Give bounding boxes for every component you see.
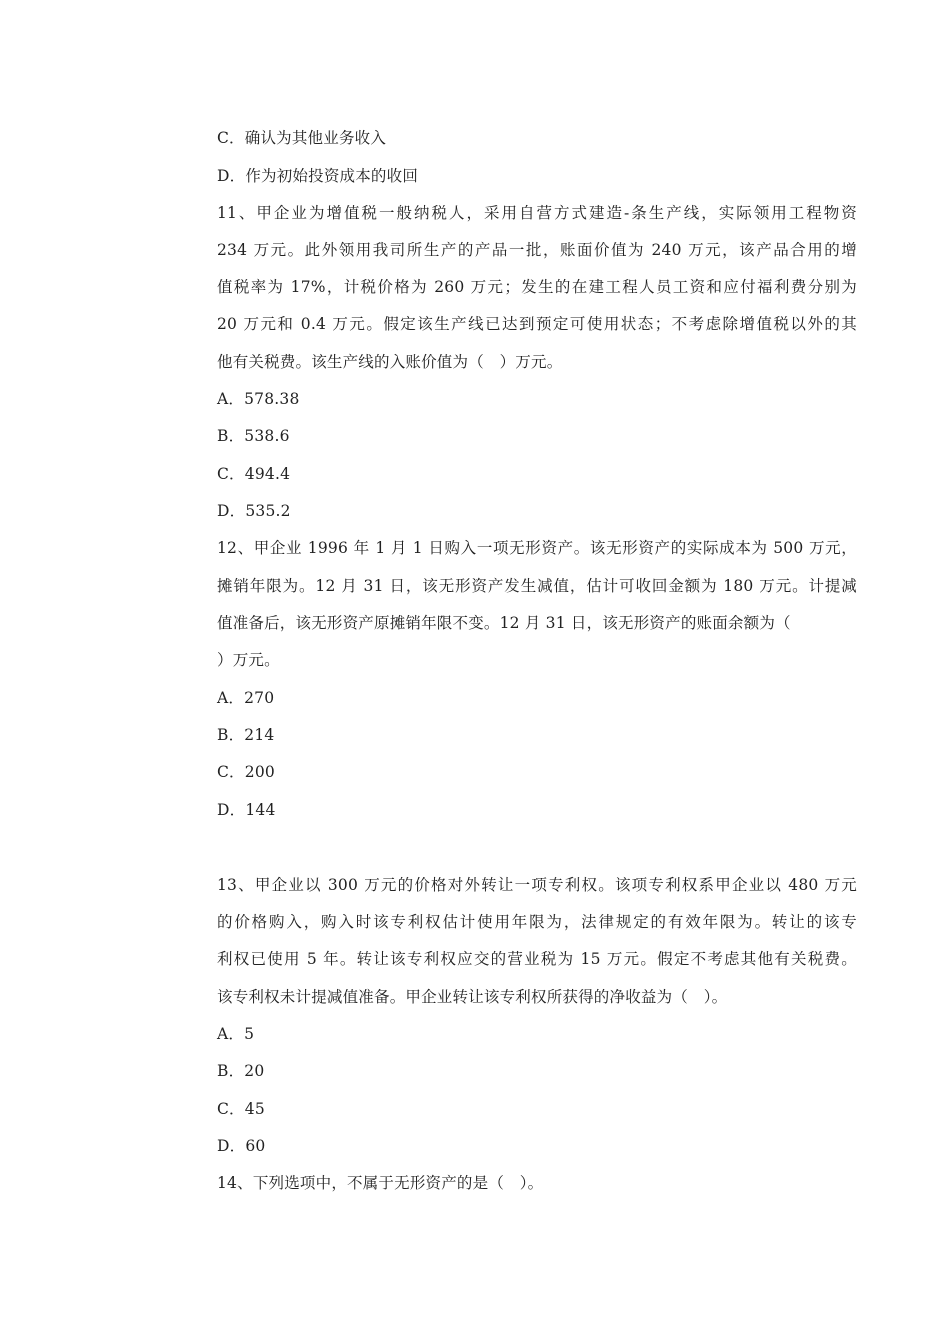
option-c-q11: C．494.4 xyxy=(217,465,291,483)
question-13-line-1: 13、甲企业以 300 万元的价格对外转让一项专利权。该项专利权系甲企业以 480 万元 xyxy=(217,876,857,894)
option-b-q12: B．214 xyxy=(217,726,275,744)
question-11-line-2: 234 万元。此外领用我司所生产的产品一批，账面价值为 240 万元，该产品合用的增 xyxy=(217,241,857,259)
option-a-q12: A．270 xyxy=(217,689,275,707)
question-13-line-2: 的价格购入，购入时该专利权估计使用年限为，法律规定的有效年限为。转让的该专 xyxy=(217,913,857,931)
option-a-q13: A．5 xyxy=(217,1025,255,1043)
option-d-q13: D．60 xyxy=(217,1137,266,1155)
question-12-line-1: 12、甲企业 1996 年 1 月 1 日购入一项无形资产。该无形资产的实际成本为 500 万元， xyxy=(217,539,857,557)
option-a-q11: A．578.38 xyxy=(217,390,300,408)
question-14-line-1: 14、下列选项中，不属于无形资产的是（ ）。 xyxy=(217,1174,544,1192)
question-12-line-4: ）万元。 xyxy=(217,651,280,669)
option-c-q12: C．200 xyxy=(217,763,275,781)
option-c-q10: C．确认为其他业务收入 xyxy=(217,129,387,147)
option-b-q13: B．20 xyxy=(217,1062,265,1080)
question-12-line-3: 值准备后，该无形资产原摊销年限不变。12 月 31 日，该无形资产的账面余额为（ xyxy=(217,614,791,632)
option-d-q12: D．144 xyxy=(217,801,276,819)
question-11-line-4: 20 万元和 0.4 万元。假定该生产线已达到预定可使用状态；不考虑除增值税以外的其 xyxy=(217,315,857,333)
question-11-line-5: 他有关税费。该生产线的入账价值为（ ）万元。 xyxy=(217,353,563,371)
question-11-line-3: 值税率为 17%，计税价格为 260 万元；发生的在建工程人员工资和应付福利费分别为 xyxy=(217,278,857,296)
option-d-q11: D．535.2 xyxy=(217,502,291,520)
question-13-line-4: 该专利权未计提减值准备。甲企业转让该专利权所获得的净收益为（ ）。 xyxy=(217,988,728,1006)
option-c-q13: C．45 xyxy=(217,1100,265,1118)
option-b-q11: B．538.6 xyxy=(217,427,290,445)
question-11-line-1: 11、甲企业为增值税一般纳税人，采用自营方式建造-条生产线，实际领用工程物资 xyxy=(217,204,857,222)
option-d-q10: D．作为初始投资成本的收回 xyxy=(217,167,419,185)
question-12-line-2: 摊销年限为。12 月 31 日，该无形资产发生减值，估计可收回金额为 180 万元。计提减 xyxy=(217,577,857,595)
question-13-line-3: 利权已使用 5 年。转让该专利权应交的营业税为 15 万元。假定不考虑其他有关税费。 xyxy=(217,950,857,968)
